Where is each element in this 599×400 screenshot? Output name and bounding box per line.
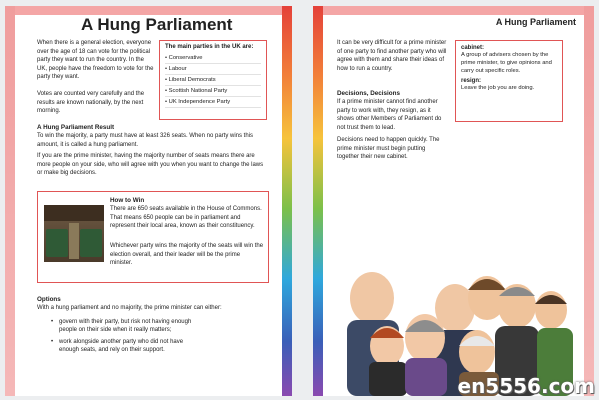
- page-title: A Hung Parliament: [81, 15, 233, 34]
- top-border-band: [323, 6, 584, 15]
- house-of-commons-photo: [44, 205, 104, 262]
- how-to-win-paragraph-2: Whichever party wins the majority of the seats will win the election overall, and their leader will be the prime minister.: [110, 243, 264, 266]
- party-item: • Labour: [165, 64, 261, 75]
- right-page: [313, 6, 594, 396]
- glossary-term-resign: resign:: [461, 78, 482, 84]
- option-item: • govern with their party, but risk not having enough people on their side when it really matters;: [51, 318, 201, 334]
- intro-paragraph-1: When there is a general election, everyone over the age of 18 can vote for the political party they want to run the country. In the UK, people have the freedom to vote for the party they want.: [37, 40, 154, 80]
- page-header: A Hung Parliament: [495, 17, 576, 27]
- party-item: • Scottish National Party: [165, 86, 261, 97]
- right-paragraph-2: If a prime minister cannot find another party to work with, they resign, as it shows other Members of Parliament do not trust them to lead.: [337, 99, 442, 131]
- rainbow-border-stripe: [313, 6, 323, 396]
- rainbow-border-stripe: [282, 6, 292, 396]
- right-paragraph-3: Decisions need to happen quickly. The prime minister must begin putting together their new cabinet.: [337, 137, 440, 160]
- left-border-stripe: [5, 6, 15, 396]
- how-to-win-title: How to Win: [110, 197, 145, 204]
- glossary-def-cabinet: A group of advisers chosen by the prime minister, to give opinions and carry out specific roles.: [461, 52, 552, 74]
- right-paragraph-1: It can be very difficult for a prime minister of one party to find another party who will agree with them and share their ideas of how to run a country.: [337, 40, 447, 72]
- glossary-def-resign: Leave the job you are doing.: [461, 85, 535, 91]
- party-item: • Liberal Democrats: [165, 75, 261, 86]
- option-item: • work alongside another party who did not have enough seats, and rely on their support.: [51, 338, 201, 354]
- parties-box-title: The main parties in the UK are:: [165, 44, 254, 50]
- result-paragraph-2: If you are the prime minister, having the majority number of seats means there are more people on your side, who will agree with you when you want to change the laws or make big decisions.: [37, 153, 264, 176]
- decisions-heading: Decisions, Decisions: [337, 90, 400, 97]
- how-to-win-paragraph-1: There are 650 seats available in the House of Commons. That means 650 people can be in parliament and represent their local area, known as their constituency.: [110, 206, 262, 229]
- party-item: • UK Independence Party: [165, 97, 261, 108]
- watermark: en5556.com: [457, 374, 595, 398]
- left-page: [5, 6, 292, 396]
- intro-paragraph-2: Votes are counted very carefully and the results are known nationally, by the next morning.: [37, 91, 145, 114]
- top-border-band: [15, 6, 282, 15]
- right-border-stripe: [584, 6, 594, 396]
- glossary-box: [455, 40, 563, 122]
- how-to-win-box: [37, 191, 269, 283]
- parties-box: [159, 40, 267, 120]
- options-list: [51, 318, 201, 358]
- parties-list: [165, 53, 261, 108]
- glossary-term-cabinet: cabinet:: [461, 45, 485, 51]
- party-item: • Conservative: [165, 53, 261, 64]
- options-heading: Options: [37, 296, 61, 303]
- result-heading: A Hung Parliament Result: [37, 124, 115, 131]
- options-intro: With a hung parliament and no majority, the prime minister can either:: [37, 305, 222, 311]
- result-paragraph-1: To win the majority, a party must have at least 326 seats. When no party wins this amount, it is called a hung parliament.: [37, 133, 253, 148]
